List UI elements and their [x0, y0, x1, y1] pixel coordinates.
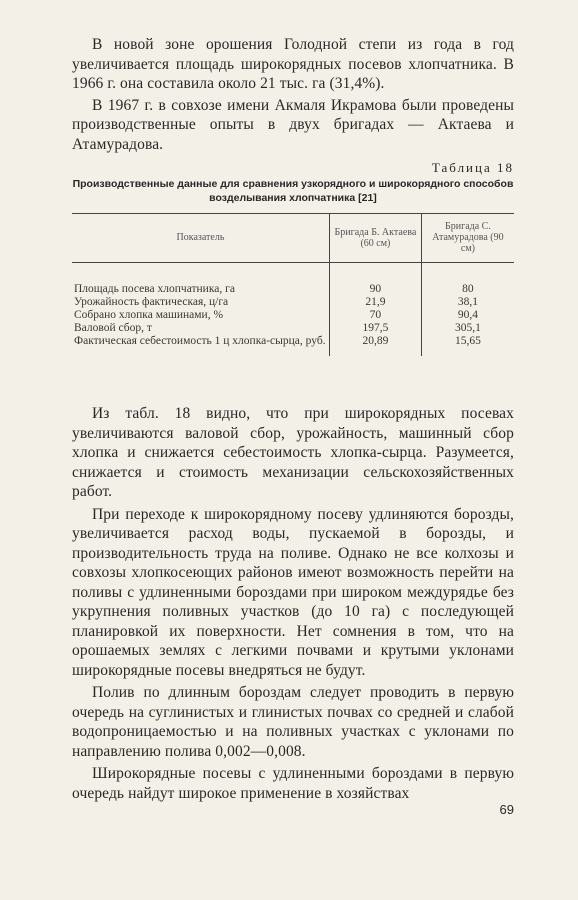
table-header-row: [72, 214, 514, 263]
table-row: [72, 296, 514, 309]
value-atamuradov: 80: [421, 263, 514, 297]
table-row: [72, 335, 514, 356]
value-atamuradov: 38,1: [421, 296, 514, 309]
body-text: [72, 404, 514, 803]
table-title: Производственные данные для сравнения узкорядного и широкорядного способов возделывания хлопчатника [21]: [72, 178, 514, 204]
paragraph: В 1967 г. в совхозе имени Акмаля Икрамова были проведены производственные опыты в двух бригадах — Актаева и Атамурадова.: [72, 96, 514, 153]
table-row: [72, 309, 514, 322]
row-label: Валовой сбор, т: [74, 322, 152, 334]
value-atamuradov: 305,1: [421, 322, 514, 335]
value-aktaev: 20,89: [329, 335, 421, 356]
value-aktaev: 21,9: [329, 296, 421, 309]
intro-text: [72, 35, 514, 154]
paragraph: Из табл. 18 видно, что при широкорядных посевах увеличиваются валовой сбор, урожайность, машинный сбор хлопка и снижается себестоимость хлопка-сырца. Разумеется, снижается и стоимость механизации сельскохозяйственных работ.: [72, 405, 514, 500]
row-label: Урожайность фактическая, ц/га: [74, 296, 229, 308]
paragraph: При переходе к широкорядному посеву удлиняются борозды, увеличивается расход воды, пускаемой в борозды, и производительность труда на поливе. Однако не все колхозы и совхозы хлопкосеющих районов имеют возможность перейти на поливы с удлиненными бороздами при широком междурядье без укрупнения поливных участков (до 10 га) с последующей планировкой их поверхности. Нет сомнения в том, что на орошаемых землях с легкими почвами и крутыми уклонами широкорядные посевы внедряться не будут.: [72, 505, 514, 679]
value-aktaev: 90: [329, 263, 421, 297]
header-indicator: Показатель: [72, 214, 329, 263]
header-brigade-atamuradov: Бригада С. Атамурадова (90 см): [421, 214, 514, 263]
header-brigade-aktaev: Бригада Б. Актаева (60 см): [329, 214, 421, 263]
table-number: Таблица 18: [431, 160, 514, 175]
paragraph: Полив по длинным бороздам следует проводить в первую очередь на суглинистых и глинистых почвах со средней и слабой водопроницаемостью и на поливных участках с уклонами по направлению полива 0,002—0,008.: [72, 684, 514, 760]
value-aktaev: 70: [329, 309, 421, 322]
paragraph: В новой зоне орошения Голодной степи из года в год увеличивается площадь широкорядных посевов хлопчатника. В 1966 г. она составила около 21 тыс. га (31,4%).: [72, 36, 514, 92]
page-number: 69: [499, 802, 514, 817]
row-label: Собрано хлопка машинами, %: [74, 309, 224, 321]
table-row: [72, 263, 514, 297]
row-label: Фактическая себестоимость 1 ц хлопка-сырца, руб.: [74, 335, 326, 347]
value-atamuradov: 90,4: [421, 309, 514, 322]
row-label: Площадь посева хлопчатника, га: [74, 283, 235, 295]
value-atamuradov: 15,65: [421, 335, 514, 356]
value-aktaev: 197,5: [329, 322, 421, 335]
paragraph: Широкорядные посевы с удлиненными бороздами в первую очередь найдут широкое применение в хозяйствах: [72, 765, 514, 802]
data-table: [72, 213, 514, 356]
table-block: [72, 160, 514, 356]
table-row: [72, 322, 514, 335]
